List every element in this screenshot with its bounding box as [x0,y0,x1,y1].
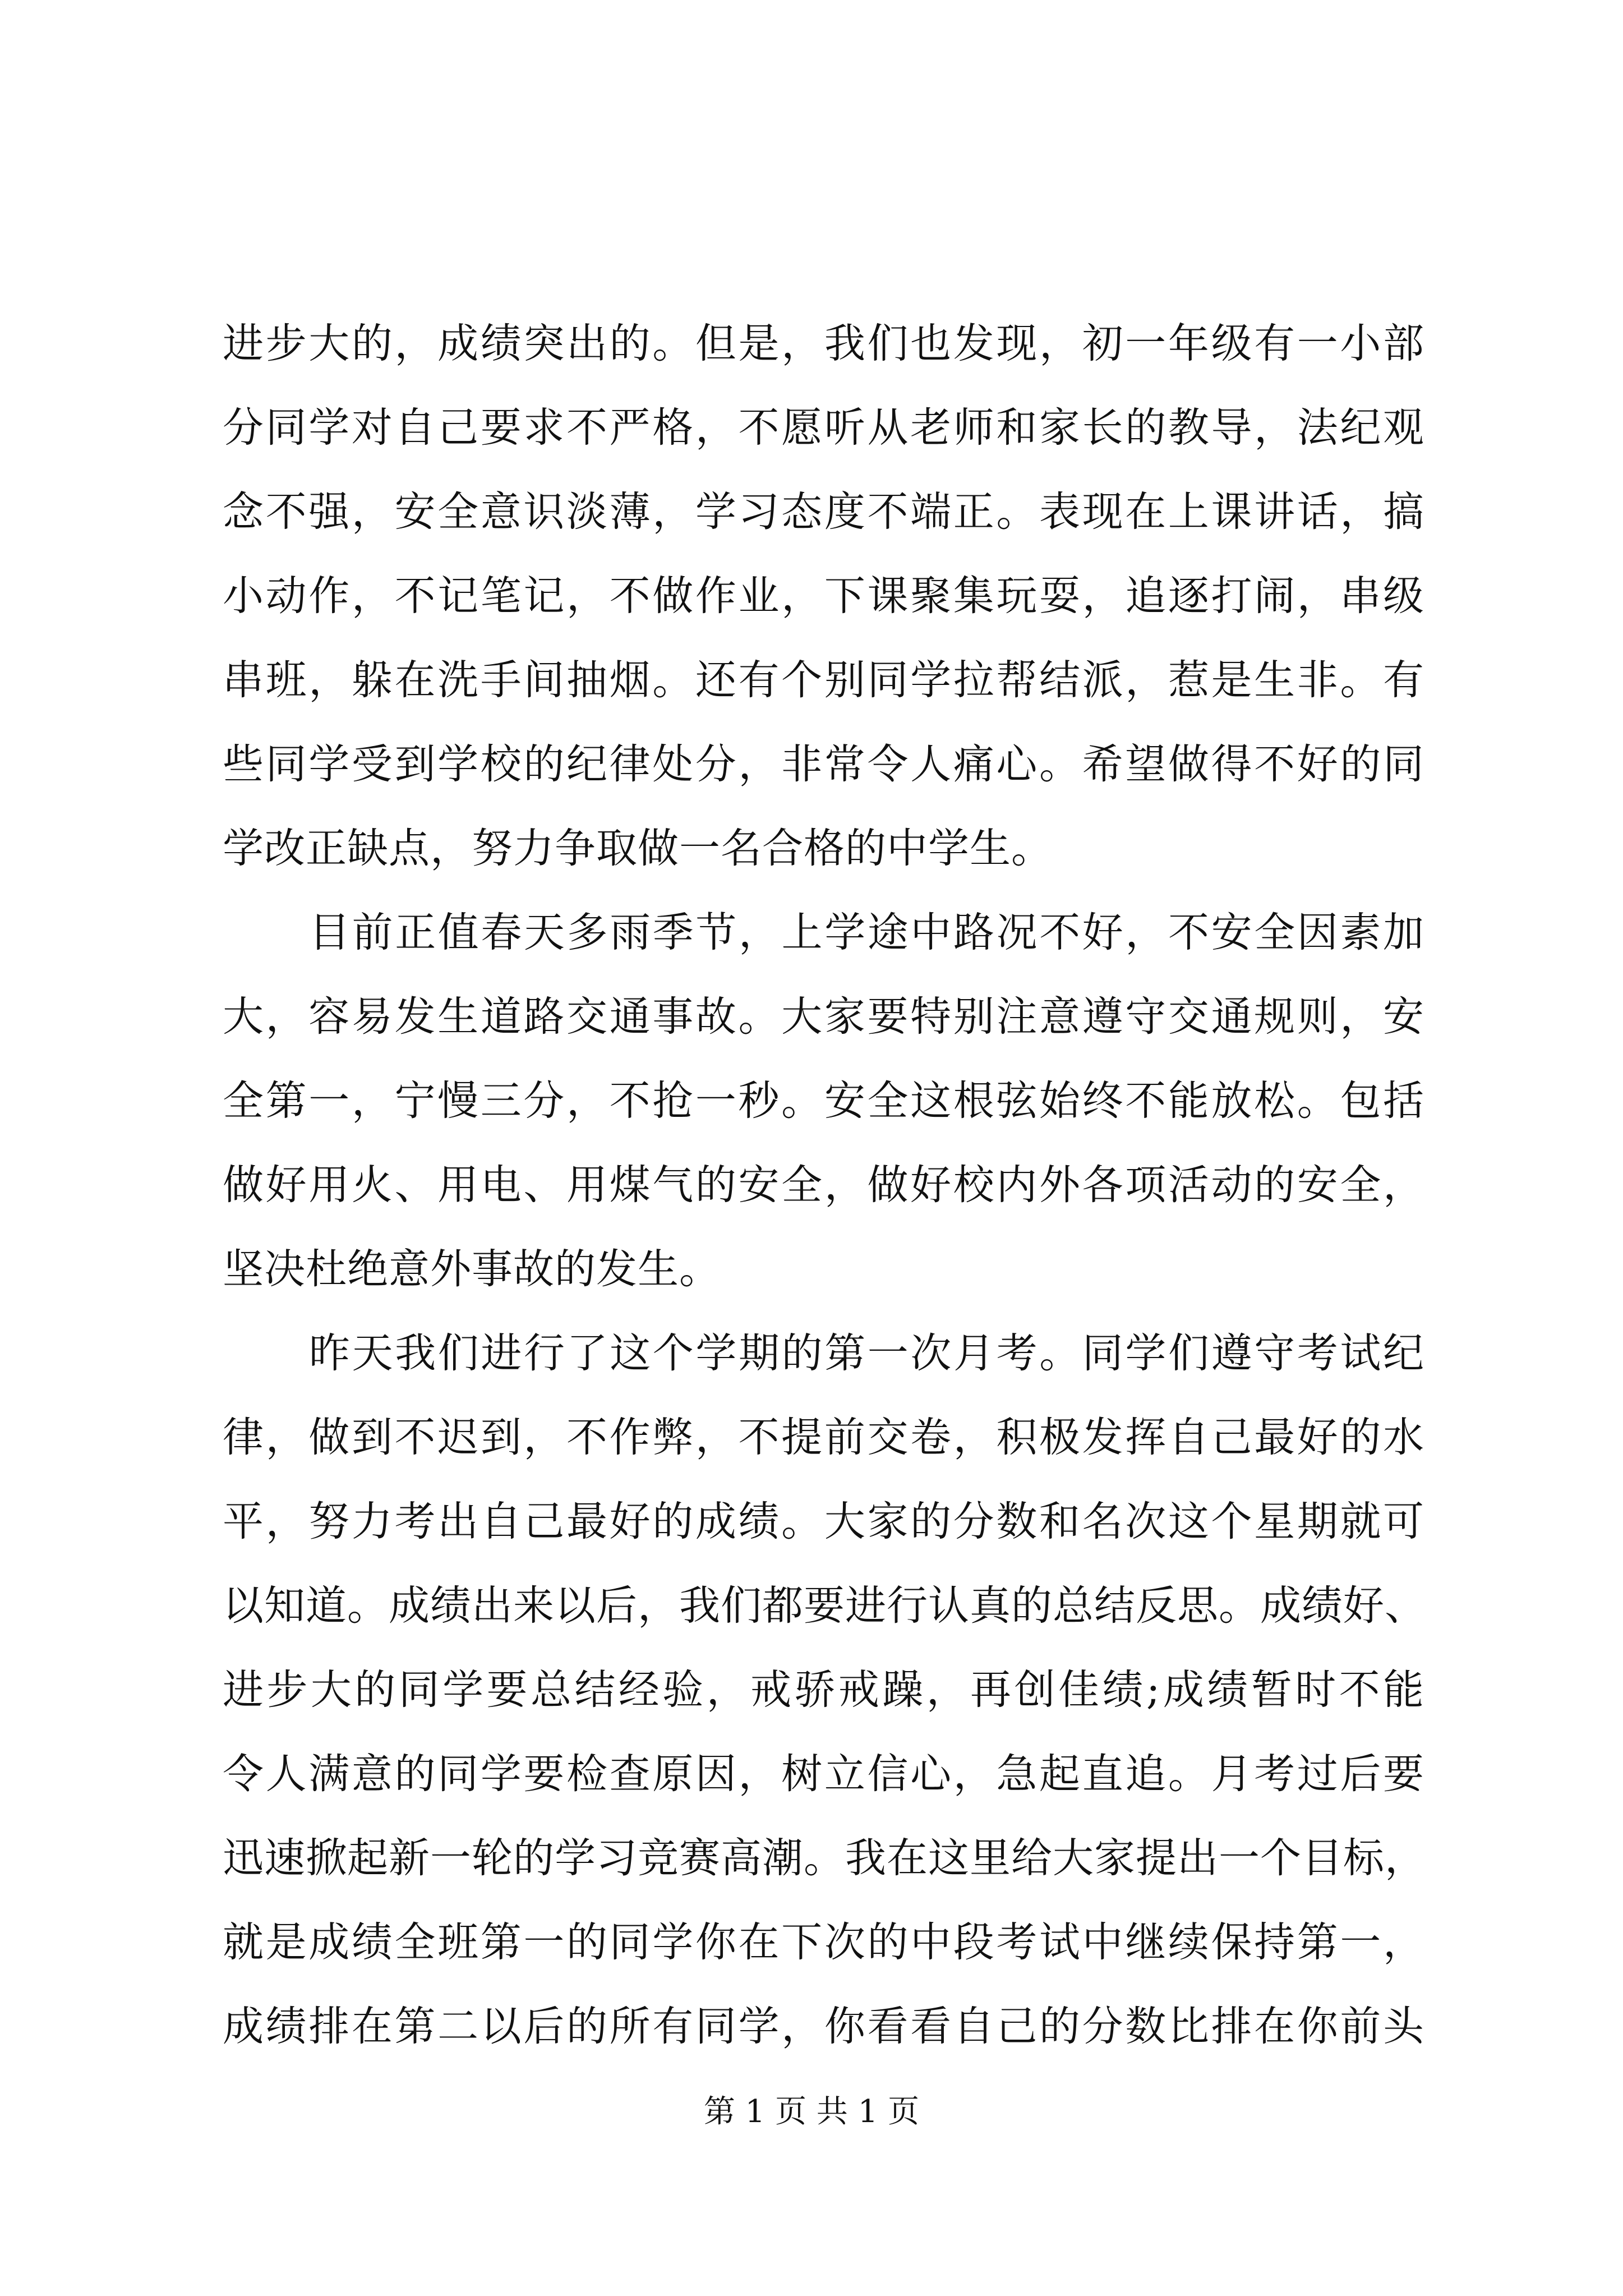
text-line: 念不强，安全意识淡薄，学习态度不端正。表现在上课讲话，搞 [223,488,1424,536]
text-line: 分同学对自己要求不严格，不愿听从老师和家长的教导，法纪观 [223,404,1424,452]
text-line: 目前正值春天多雨季节，上学途中路况不好，不安全因素加 [309,909,1424,956]
text-line: 成绩排在第二以后的所有同学，你看看自己的分数比排在你前头 [223,2003,1424,2050]
text-line: 串班，躲在洗手间抽烟。还有个别同学拉帮结派，惹是生非。有 [223,656,1424,704]
text-line: 大，容易发生道路交通事故。大家要特别注意遵守交通规则，安 [223,993,1424,1041]
paragraph [223,1312,1424,2069]
document-body [223,302,1424,2069]
text-line: 令人满意的同学要检查原因，树立信心，急起直追。月考过后要 [223,1750,1424,1798]
text-line: 全第一，宁慢三分，不抢一秒。安全这根弦始终不能放松。包括 [223,1077,1424,1125]
text-line: 就是成绩全班第一的同学你在下次的中段考试中继续保持第一， [223,1918,1424,1966]
text-line: 小动作，不记笔记，不做作业，下课聚集玩耍，追逐打闹，串级 [223,572,1424,620]
text-line: 进步大的，成绩突出的。但是，我们也发现，初一年级有一小部 [223,320,1424,367]
text-line: 些同学受到学校的纪律处分，非常令人痛心。希望做得不好的同 [223,740,1424,788]
page-footer: 第 1 页 共 1 页 [703,2093,920,2130]
text-line: 迅速掀起新一轮的学习竞赛高潮。我在这里给大家提出一个目标， [223,1834,1426,1882]
text-line: 昨天我们进行了这个学期的第一次月考。同学们遵守考试纪 [309,1329,1424,1377]
text-line: 坚决杜绝意外事故的发生。 [223,1245,721,1293]
paragraph [223,891,1424,1312]
paragraph [223,302,1424,891]
text-line: 做好用火、用电、用煤气的安全，做好校内外各项活动的安全， [223,1161,1424,1209]
paragraph-container [223,302,1424,2069]
text-line: 进步大的同学要总结经验，戒骄戒躁，再创佳绩;成绩暂时不能 [223,1666,1424,1714]
text-line: 学改正缺点，努力争取做一名合格的中学生。 [223,825,1053,872]
text-line: 律，做到不迟到，不作弊，不提前交卷，积极发挥自己最好的水 [223,1414,1424,1461]
text-line: 平，努力考出自己最好的成绩。大家的分数和名次这个星期就可 [223,1498,1424,1545]
text-line: 以知道。成绩出来以后，我们都要进行认真的总结反思。成绩好、 [223,1582,1426,1630]
